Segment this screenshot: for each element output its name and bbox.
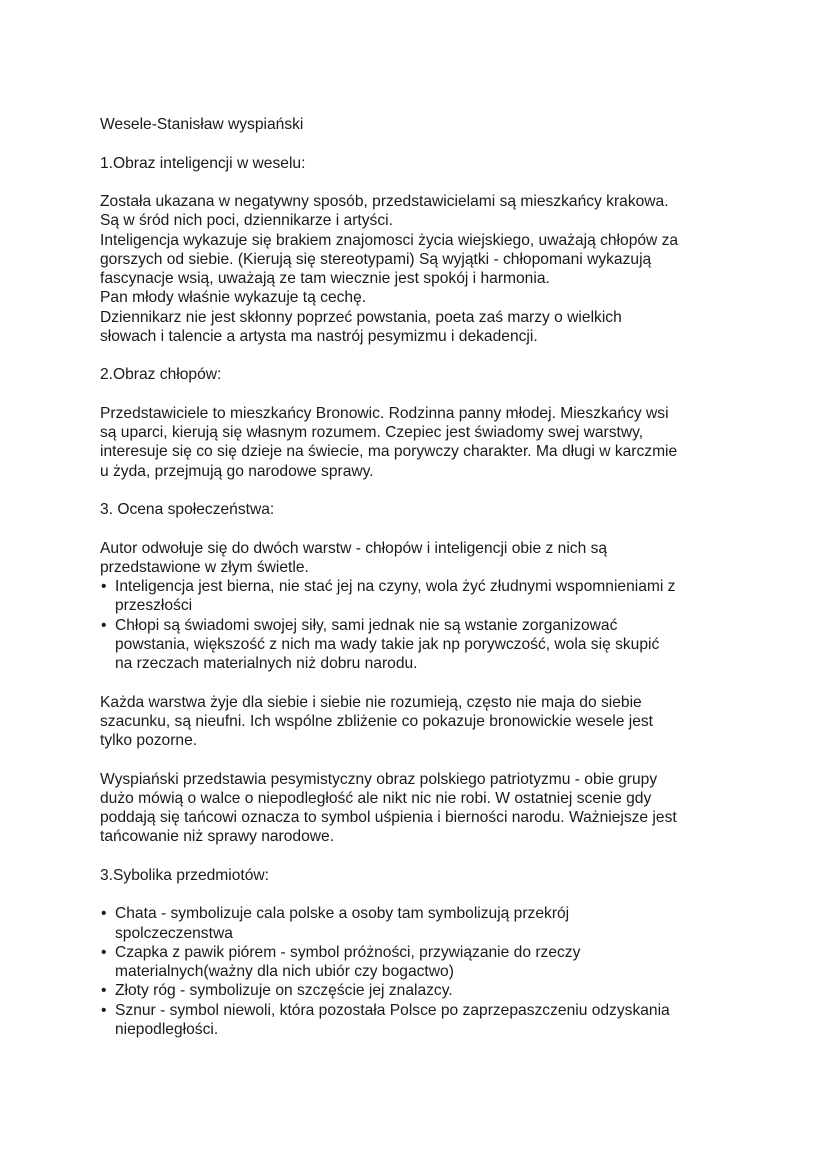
- bullet-icon: •: [101, 1001, 107, 1019]
- bullet-icon: •: [101, 616, 107, 634]
- list-item-line: przeszłości: [115, 597, 193, 615]
- bullet-icon: •: [101, 578, 107, 595]
- list-item-line: na rzeczach materialnych niż dobru narodu.: [115, 655, 418, 672]
- list-item: [100, 904, 678, 943]
- paragraph-line: przedstawione w złym świetle.: [100, 558, 309, 576]
- blank-line: [100, 673, 678, 692]
- list-item-line: Złoty róg - symbolizuje on szczęście jej znalazcy.: [115, 982, 453, 1000]
- section-heading: 3. Ocena społeczeństwa:: [100, 501, 275, 518]
- list-item-line: powstania, większość z nich ma wady takie jak np porywczość, wola się skupić: [115, 635, 660, 653]
- list-item: [100, 577, 678, 616]
- list-item: [100, 981, 678, 1000]
- paragraph-line: Dziennikarz nie jest skłonny poprzeć powstania, poeta zaś marzy o wielkich: [100, 308, 622, 326]
- section-heading: 1.Obraz inteligencji w weselu:: [100, 154, 306, 172]
- blank-line: [100, 173, 678, 192]
- section-heading: 3.Sybolika przedmiotów:: [100, 866, 270, 884]
- paragraph-line: interesuje się co się dzieje na świecie, ma porywczy charakter. Ma długi w karczmie: [100, 443, 678, 461]
- list-item-line: materialnych(ważny dla nich ubiór czy bogactwo): [115, 963, 454, 980]
- paragraph-line: dużo mówią o walce o niepodległość ale nikt nic nie robi. W ostatniej scenie gdy: [100, 789, 652, 807]
- blank-line: [100, 750, 678, 769]
- paragraph-line: szacunku, są nieufni. Ich wspólne zbliżenie co pokazuje bronowickie wesele jest: [100, 712, 654, 730]
- list-item-line: Czapka z pawik piórem - symbol próżności, przywiązanie do rzeczy: [115, 943, 581, 961]
- paragraph-line: słowach i talencie a artysta ma nastrój pesymizmu i dekadencji.: [100, 327, 538, 345]
- list-item-line: Chłopi są świadomi swojej siły, sami jednak nie są wstanie zorganizować: [115, 616, 618, 634]
- list-item-line: Chata - symbolizuje cala polske a osoby tam symbolizują przekrój: [115, 905, 570, 923]
- paragraph-line: są uparci, kierują się własnym rozumem. Czepiec jest świadomy swej warstwy,: [100, 424, 644, 441]
- list-item: [100, 616, 678, 674]
- paragraph-line: poddają się tańcowi oznacza to symbol uśpienia i bierności narodu. Ważniejsze jest: [100, 809, 677, 826]
- list-item-line: Inteligencja jest bierna, nie stać jej na czyny, wola żyć złudnymi wspomnieniami z: [115, 578, 676, 595]
- paragraph-line: u żyda, przejmują go narodowe sprawy.: [100, 462, 374, 480]
- document-title: Wesele-Stanisław wyspiański: [100, 116, 304, 133]
- blank-line: [100, 481, 678, 500]
- section-heading: 2.Obraz chłopów:: [100, 366, 222, 384]
- blank-line: [100, 385, 678, 404]
- paragraph-line: Są w śród nich poci, dziennikarze i artyści.: [100, 212, 393, 230]
- list-item-line: spolczeczenstwa: [115, 924, 233, 942]
- paragraph-line: fascynacje wsią, uważają ze tam wiecznie jest spokój i harmonia.: [100, 270, 550, 287]
- paragraph-line: Każda warstwa żyje dla siebie i siebie nie rozumieją, często nie maja do siebie: [100, 693, 642, 711]
- bullet-icon: •: [101, 982, 107, 1000]
- paragraph-line: Pan młody właśnie wykazuje tą cechę.: [100, 289, 367, 307]
- list-item-line: niepodległości.: [115, 1020, 219, 1038]
- bullet-icon: •: [101, 943, 107, 961]
- list-item: [100, 1001, 678, 1040]
- paragraph-line: tańcowanie niż sprawy narodowe.: [100, 828, 335, 846]
- bullet-icon: •: [101, 905, 107, 923]
- paragraph-line: Inteligencja wykazuje się brakiem znajomosci życia wiejskiego, uważają chłopów za: [100, 231, 679, 249]
- list-item: [100, 943, 678, 982]
- paragraph-line: tylko pozorne.: [100, 732, 198, 749]
- paragraph-line: Wyspiański przedstawia pesymistyczny obraz polskiego patriotyzmu - obie grupy: [100, 770, 658, 788]
- paragraph-line: Została ukazana w negatywny sposób, przedstawicielami są mieszkańcy krakowa.: [100, 193, 669, 210]
- paragraph-line: Autor odwołuje się do dwóch warstw - chłopów i inteligencji obie z nich są: [100, 539, 608, 557]
- blank-line: [100, 346, 678, 365]
- blank-line: [100, 1039, 678, 1058]
- paragraph-line: gorszych od siebie. (Kierują się stereotypami) Są wyjątki - chłopomani wykazują: [100, 250, 652, 268]
- blank-line: [100, 847, 678, 866]
- blank-line: [100, 134, 678, 153]
- document-body: [100, 115, 678, 1058]
- paragraph-line: Przedstawiciele to mieszkańcy Bronowic. Rodzinna panny młodej. Mieszkańcy wsi: [100, 404, 669, 422]
- list-item-line: Sznur - symbol niewoli, która pozostała Polsce po zaprzepaszczeniu odzyskania: [115, 1001, 670, 1019]
- blank-line: [100, 519, 678, 538]
- blank-line: [100, 885, 678, 904]
